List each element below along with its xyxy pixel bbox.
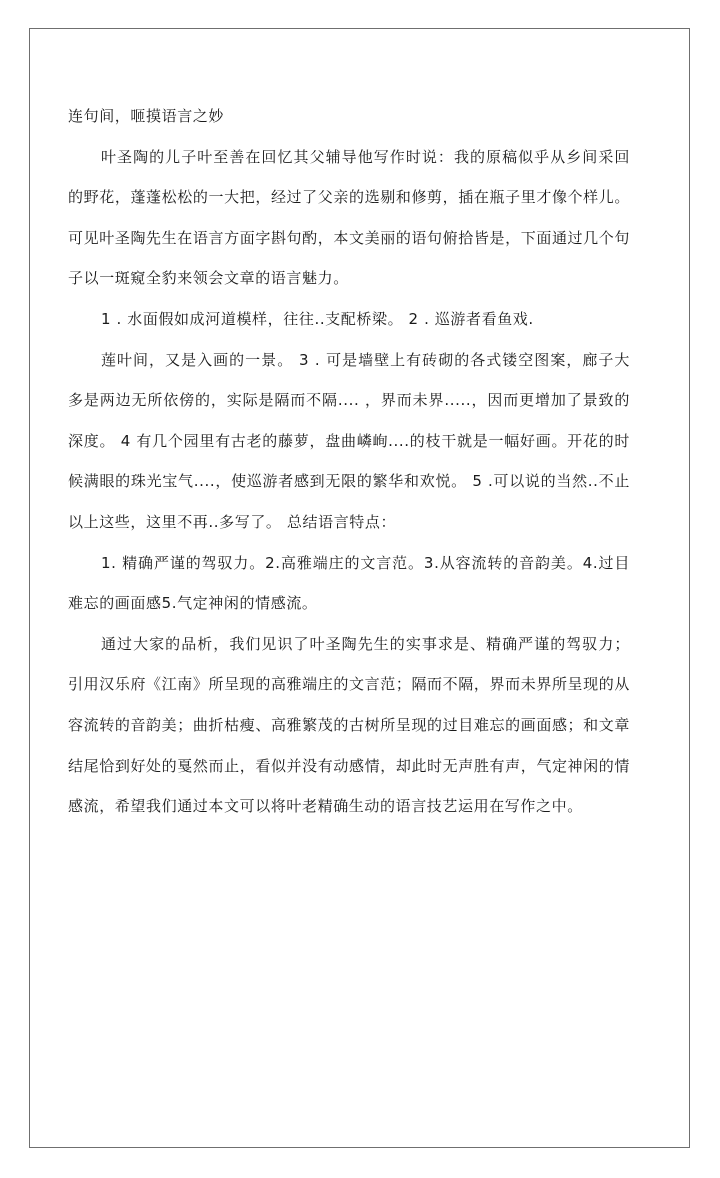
paragraph-conclusion: 通过大家的品析，我们见识了叶圣陶先生的实事求是、精确严谨的驾驭力；引用汉乐府《江南》所呈现的高雅端庄的文言范；隔而不隔，界而未界所呈现的从容流转的音韵美；曲折枯瘦、高雅繁茂的古树所呈现的过目难忘的画面感；和文章结尾恰到好处的戛然而止，看似并没有动感情，却此时无声胜有声，气定神闲的情感流，希望我们通过本文可以将叶老精确生动的语言技艺运用在写作之中。 [68,634,630,816]
section-heading: 连句间，咂摸语言之妙 [68,107,225,125]
paragraph-examples-2: 莲叶间，又是入画的一景。 3 . 可是墙壁上有砖砌的各式镂空图案，廊子大多是两边无所依傍的，实际是隔而不隔.... ，界而未界.....，因而更增加了景致的深度。 4 有几个园里有古老的藤萝，盘曲嶙峋....的枝干就是一幅好画。开花的时候满眼的珠光宝气....，使巡游者感到无限的繁华和欢悦。 5 .可以说的当然..不止以上这些，这里不再..多写了。 总结语言特点： [68,350,630,531]
paragraph-summary-points: 1. 精确严谨的驾驭力。2.高雅端庄的文言范。3.从容流转的音韵美。4.过目难忘的画面感5.气定神闲的情感流。 [68,553,630,613]
paragraph-examples-1: 1 . 水面假如成河道模样，往往..支配桥梁。 2 . 巡游者看鱼戏. [101,309,534,328]
document-body [68,96,630,827]
paragraph-intro: 叶圣陶的儿子叶至善在回忆其父辅导他写作时说：我的原稿似乎从乡间采回的野花，蓬蓬松松的一大把，经过了父亲的选剔和修剪，插在瓶子里才像个样儿。可见叶圣陶先生在语言方面字斟句酌，本文美丽的语句俯拾皆是，下面通过几个句子以一斑窥全豹来领会文章的语言魅力。 [68,147,630,288]
